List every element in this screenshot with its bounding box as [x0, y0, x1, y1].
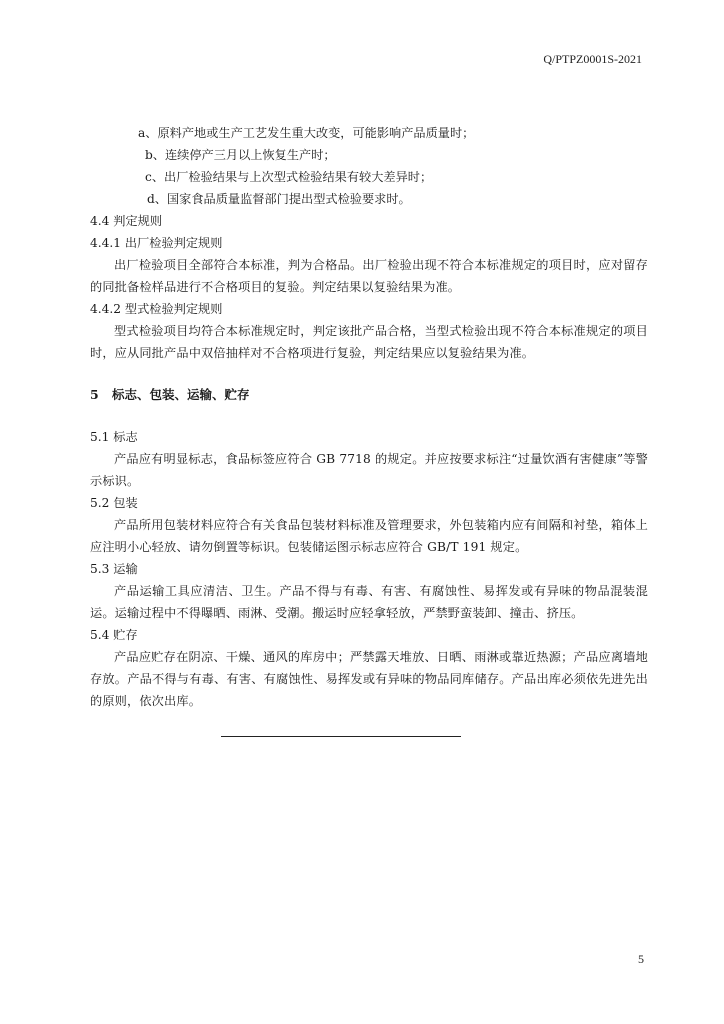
list-item: b、连续停产三月以上恢复生产时； [145, 148, 336, 162]
document-code: Q/PTPZ0001S-2021 [543, 52, 642, 66]
clause-heading-5-2: 5.2 包装 [90, 496, 138, 510]
clause-paragraph-5-2: 产品所用包装材料应符合有关食品包装材料标准及管理要求，外包装箱内应有间隔和衬垫，箱体上应注明小心轻放、请勿倒置等标识。包装储运图示标志应符合 GB/T 191 规定。 [90, 518, 648, 554]
clause-heading-5-3: 5.3 运输 [90, 562, 138, 576]
clause-heading-4-4: 4.4 判定规则 [90, 214, 163, 228]
clause-paragraph-5-1: 产品应有明显标志，食品标签应符合 GB 7718 的规定。并应按要求标注“过量饮酒有害健康”等警示标识。 [90, 452, 648, 488]
clause-paragraph-5-4: 产品应贮存在阴凉、干燥、通风的库房中；严禁露天堆放、日晒、雨淋或靠近热源；产品应离墙地存放。产品不得与有毒、有害、有腐蚀性、易挥发或有异味的物品同库储存。产品出库必须依先进先出的原则，依次出库。 [90, 650, 648, 708]
page-number: 5 [638, 952, 644, 966]
section-title-text: 标志、包装、运输、贮存 [112, 387, 250, 402]
document-body [90, 122, 648, 712]
clause-heading-5-1: 5.1 标志 [90, 430, 138, 444]
section-title-5 [90, 384, 648, 406]
clause-heading-4-4-2: 4.4.2 型式检验判定规则 [90, 302, 223, 316]
clause-heading-5-4: 5.4 贮存 [90, 628, 138, 642]
list-item: a、原料产地或生产工艺发生重大改变，可能影响产品质量时； [138, 126, 475, 140]
end-divider [221, 736, 461, 737]
clause-paragraph-4-4-2: 型式检验项目均符合本标准规定时，判定该批产品合格，当型式检验出现不符合本标准规定的项目时，应从同批产品中双倍抽样对不合格项进行复验，判定结果应以复验结果为准。 [90, 324, 648, 360]
clause-heading-4-4-1: 4.4.1 出厂检验判定规则 [90, 236, 223, 250]
clause-paragraph-4-4-1: 出厂检验项目全部符合本标准，判为合格品。出厂检验出现不符合本标准规定的项目时，应对留存的同批备检样品进行不合格项目的复验。判定结果以复验结果为准。 [90, 258, 648, 294]
list-item: c、出厂检验结果与上次型式检验结果有较大差异时； [145, 170, 433, 184]
section-number: 5 [90, 387, 99, 402]
clause-paragraph-5-3: 产品运输工具应清洁、卫生。产品不得与有毒、有害、有腐蚀性、易挥发或有异味的物品混装混运。运输过程中不得曝晒、雨淋、受潮。搬运时应轻拿轻放，严禁野蛮装卸、撞击、挤压。 [90, 584, 648, 620]
list-item: d、国家食品质量监督部门提出型式检验要求时。 [147, 192, 411, 206]
